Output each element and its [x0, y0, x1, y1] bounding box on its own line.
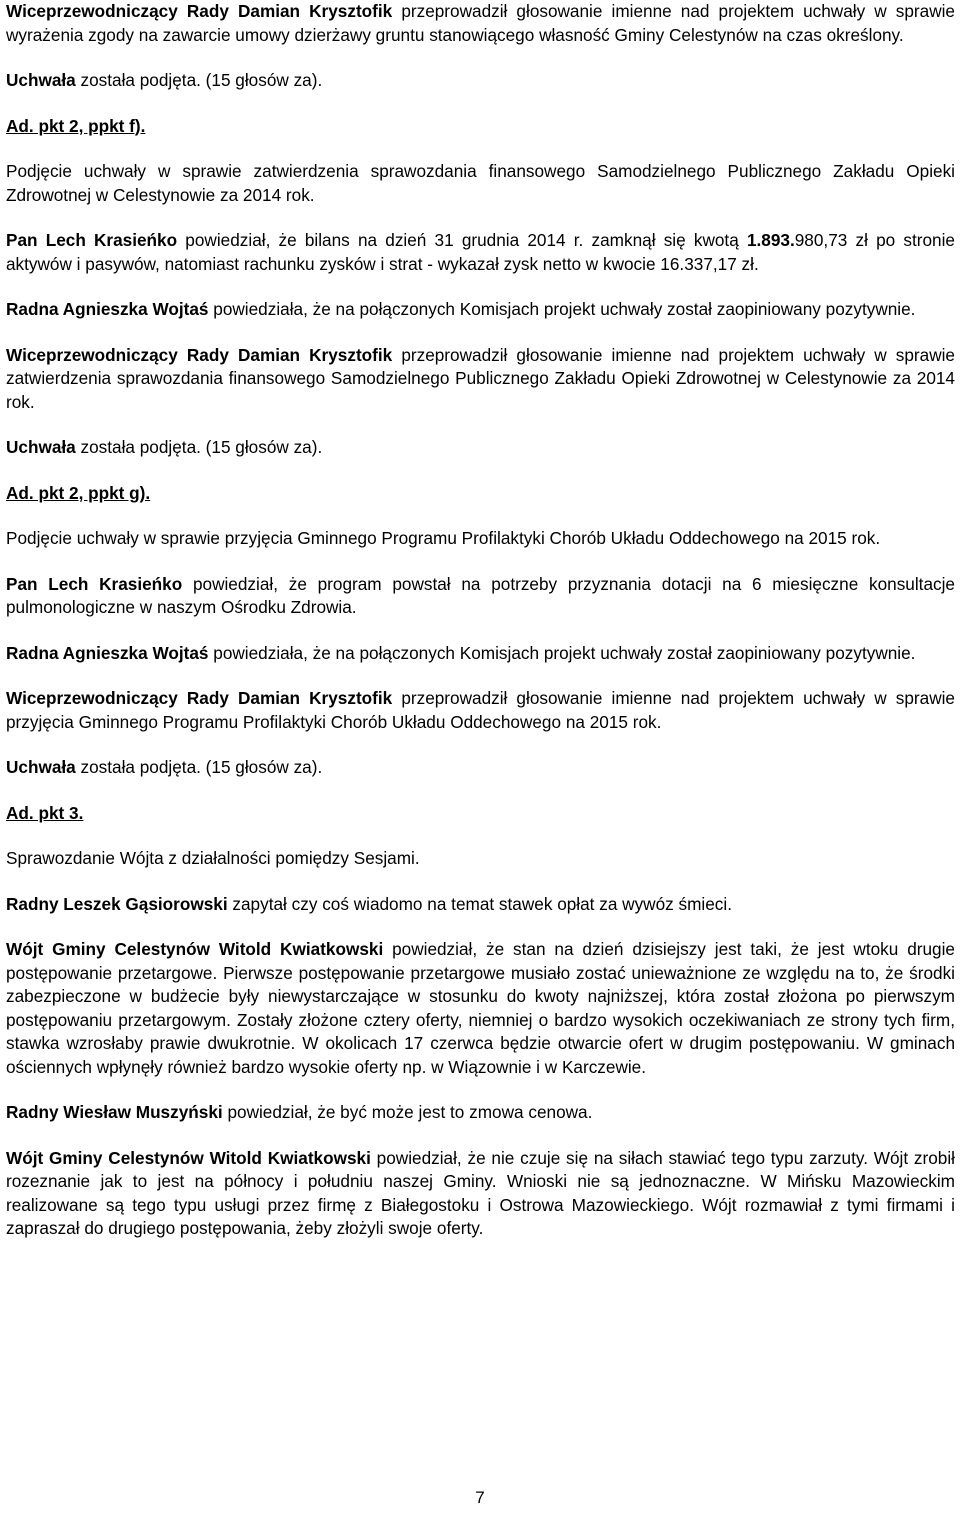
page-number: 7 [475, 1488, 485, 1507]
paragraph-speaker-statement [6, 229, 955, 276]
paragraph-text: przeprowadził głosowanie imienne nad projektem uchwały w sprawie przyjęcia Gminnego Programu Profilaktyki Chorób Układu Oddechowego na 2015 rok. [6, 688, 955, 732]
paragraph-speaker-statement [6, 1101, 955, 1125]
paragraph-text: 980,73 zł po stronie aktywów i pasywów, natomiast rachunku zysków i strat - wykazał zysk netto w kwocie 16.337,17 zł. [6, 230, 955, 274]
paragraph-speaker-statement [6, 893, 955, 917]
paragraph-text: powiedział, że bilans na dzień 31 grudnia 2014 r. zamknął się kwotą [177, 230, 747, 250]
paragraph-text: została podjęta. (15 głosów za). [75, 757, 323, 777]
speaker-name: Radny Leszek Gąsiorowski [6, 893, 228, 914]
paragraph-text: przeprowadził głosowanie imienne nad projektem uchwały w sprawie wyrażenia zgody na zawarcie umowy dzierżawy gruntu stanowiącego własność Gminy Celestynów na czas określony. [6, 1, 955, 45]
speaker-name: Pan Lech Krasieńko [6, 230, 178, 250]
paragraph-text: Podjęcie uchwały w sprawie zatwierdzenia sprawozdania finansowego Samodzielnego Publicznego Zakładu Opieki Zdrowotnej w Celestynowie za 2014 rok. [6, 161, 955, 205]
paragraph-text: Podjęcie uchwały w sprawie przyjęcia Gminnego Programu Profilaktyki Chorób Układu Oddechowego na 2015 rok. [6, 528, 881, 548]
paragraph-vote-announcement [6, 344, 955, 415]
paragraph-text: powiedział, że stan na dzień dzisiejszy jest taki, że jest wtoku drugie postępowanie przetargowe. Pierwsze postępowanie przetargowe musiało zostać unieważnione ze względu na to, że środki zabezpieczone w budżecie były niewystarczające w stosunku do kwoty najniższej, która został złożona po pierwszym postępowaniu przetargowym. Zostały złożone cztery oferty, niemniej o bardzo wysokich oczekiwaniach ze strony tych firm, stawka wzrosłaby prawie dwukrotnie. W okolicach 17 czerwca będzie otwarcie ofert w drugim postępowaniu. W gminach ościennych wpłynęły również bardzo wysokie oferty np. w Wiązownie i w Karczewie. [6, 939, 955, 1077]
paragraph-text: powiedział, że nie czuje się na siłach stawiać tego typu zarzuty. Wójt zrobił rozeznanie jak to jest na północy i południu naszej Gminy. Wnioski nie są jednoznaczne. W Mińsku Mazowieckim realizowane są tego typu usługi przez firmę z Białegostoku i Ostrowa Mazowieckiego. Wójt rozmawiał z tymi firmami i zapraszał do drugiego postępowania, żeby złożyli swoje oferty. [6, 1147, 955, 1238]
section-heading-text: Ad. pkt 2, ppkt f). [6, 115, 146, 136]
paragraph-speaker-statement [6, 938, 955, 1079]
paragraph-text: powiedział, że być może jest to zmowa cenowa. [222, 1102, 593, 1122]
resolution-label: Uchwała [6, 437, 76, 457]
paragraph-speaker-statement [6, 1147, 955, 1241]
speaker-name: Wójt Gminy Celestynów Witold Kwiatkowski [6, 939, 384, 959]
section-heading-text: Ad. pkt 3. [6, 802, 84, 823]
paragraph-text: została podjęta. (15 głosów za). [75, 70, 323, 90]
paragraph-text: została podjęta. (15 głosów za). [75, 437, 323, 457]
paragraph-text: zapytał czy coś wiadomo na temat stawek opłat za wywóz śmieci. [227, 893, 732, 914]
paragraph-agenda-item [6, 847, 955, 871]
speaker-name: Radna Agnieszka Wojtaś [6, 642, 209, 663]
paragraph-speaker-statement [6, 573, 955, 620]
paragraph-resolution-result [6, 756, 955, 780]
paragraph-resolution-result [6, 69, 955, 93]
speaker-name: Wiceprzewodniczący Rady Damian Krysztofik [6, 344, 393, 365]
section-heading-text: Ad. pkt 2, ppkt g). [6, 482, 151, 503]
paragraph-text: Sprawozdanie Wójta z działalności pomiędzy Sesjami. [6, 848, 420, 868]
resolution-label: Uchwała [6, 757, 76, 777]
paragraph-vote-announcement [6, 687, 955, 734]
speaker-name: Radna Agnieszka Wojtaś [6, 299, 209, 319]
paragraph-agenda-item [6, 160, 955, 207]
section-heading [6, 482, 955, 506]
paragraph-text: przeprowadził głosowanie imienne nad projektem uchwały w sprawie zatwierdzenia sprawozdania finansowego Samodzielnego Publicznego Zakładu Opieki Zdrowotnej w Celestynowie za 2014 rok. [6, 344, 955, 412]
speaker-name: Pan Lech Krasieńko [6, 573, 183, 594]
bold-amount: 1.893. [746, 230, 795, 250]
paragraph-speaker-statement [6, 642, 955, 666]
paragraph-text: powiedziała, że na połączonych Komisjach projekt uchwały został zaopiniowany pozytywnie. [208, 299, 916, 319]
speaker-name: Wiceprzewodniczący Rady Damian Krysztofik [6, 688, 393, 708]
document-body [6, 0, 955, 1241]
section-heading [6, 802, 955, 826]
section-heading [6, 115, 955, 139]
paragraph-speaker-statement [6, 298, 955, 322]
speaker-name: Wójt Gminy Celestynów Witold Kwiatkowski [6, 1147, 371, 1168]
paragraph-vote-announcement [6, 0, 955, 47]
paragraph-agenda-item [6, 527, 955, 551]
resolution-label: Uchwała [6, 70, 76, 90]
paragraph-resolution-result [6, 436, 955, 460]
speaker-name: Radny Wiesław Muszyński [6, 1102, 223, 1122]
paragraph-text: powiedział, że program powstał na potrzeby przyznania dotacji na 6 miesięczne konsultacje pulmonologiczne w naszym Ośrodku Zdrowia. [6, 573, 955, 617]
speaker-name: Wiceprzewodniczący Rady Damian Krysztofik [6, 1, 393, 21]
paragraph-text: powiedziała, że na połączonych Komisjach projekt uchwały został zaopiniowany pozytywnie. [208, 642, 916, 663]
